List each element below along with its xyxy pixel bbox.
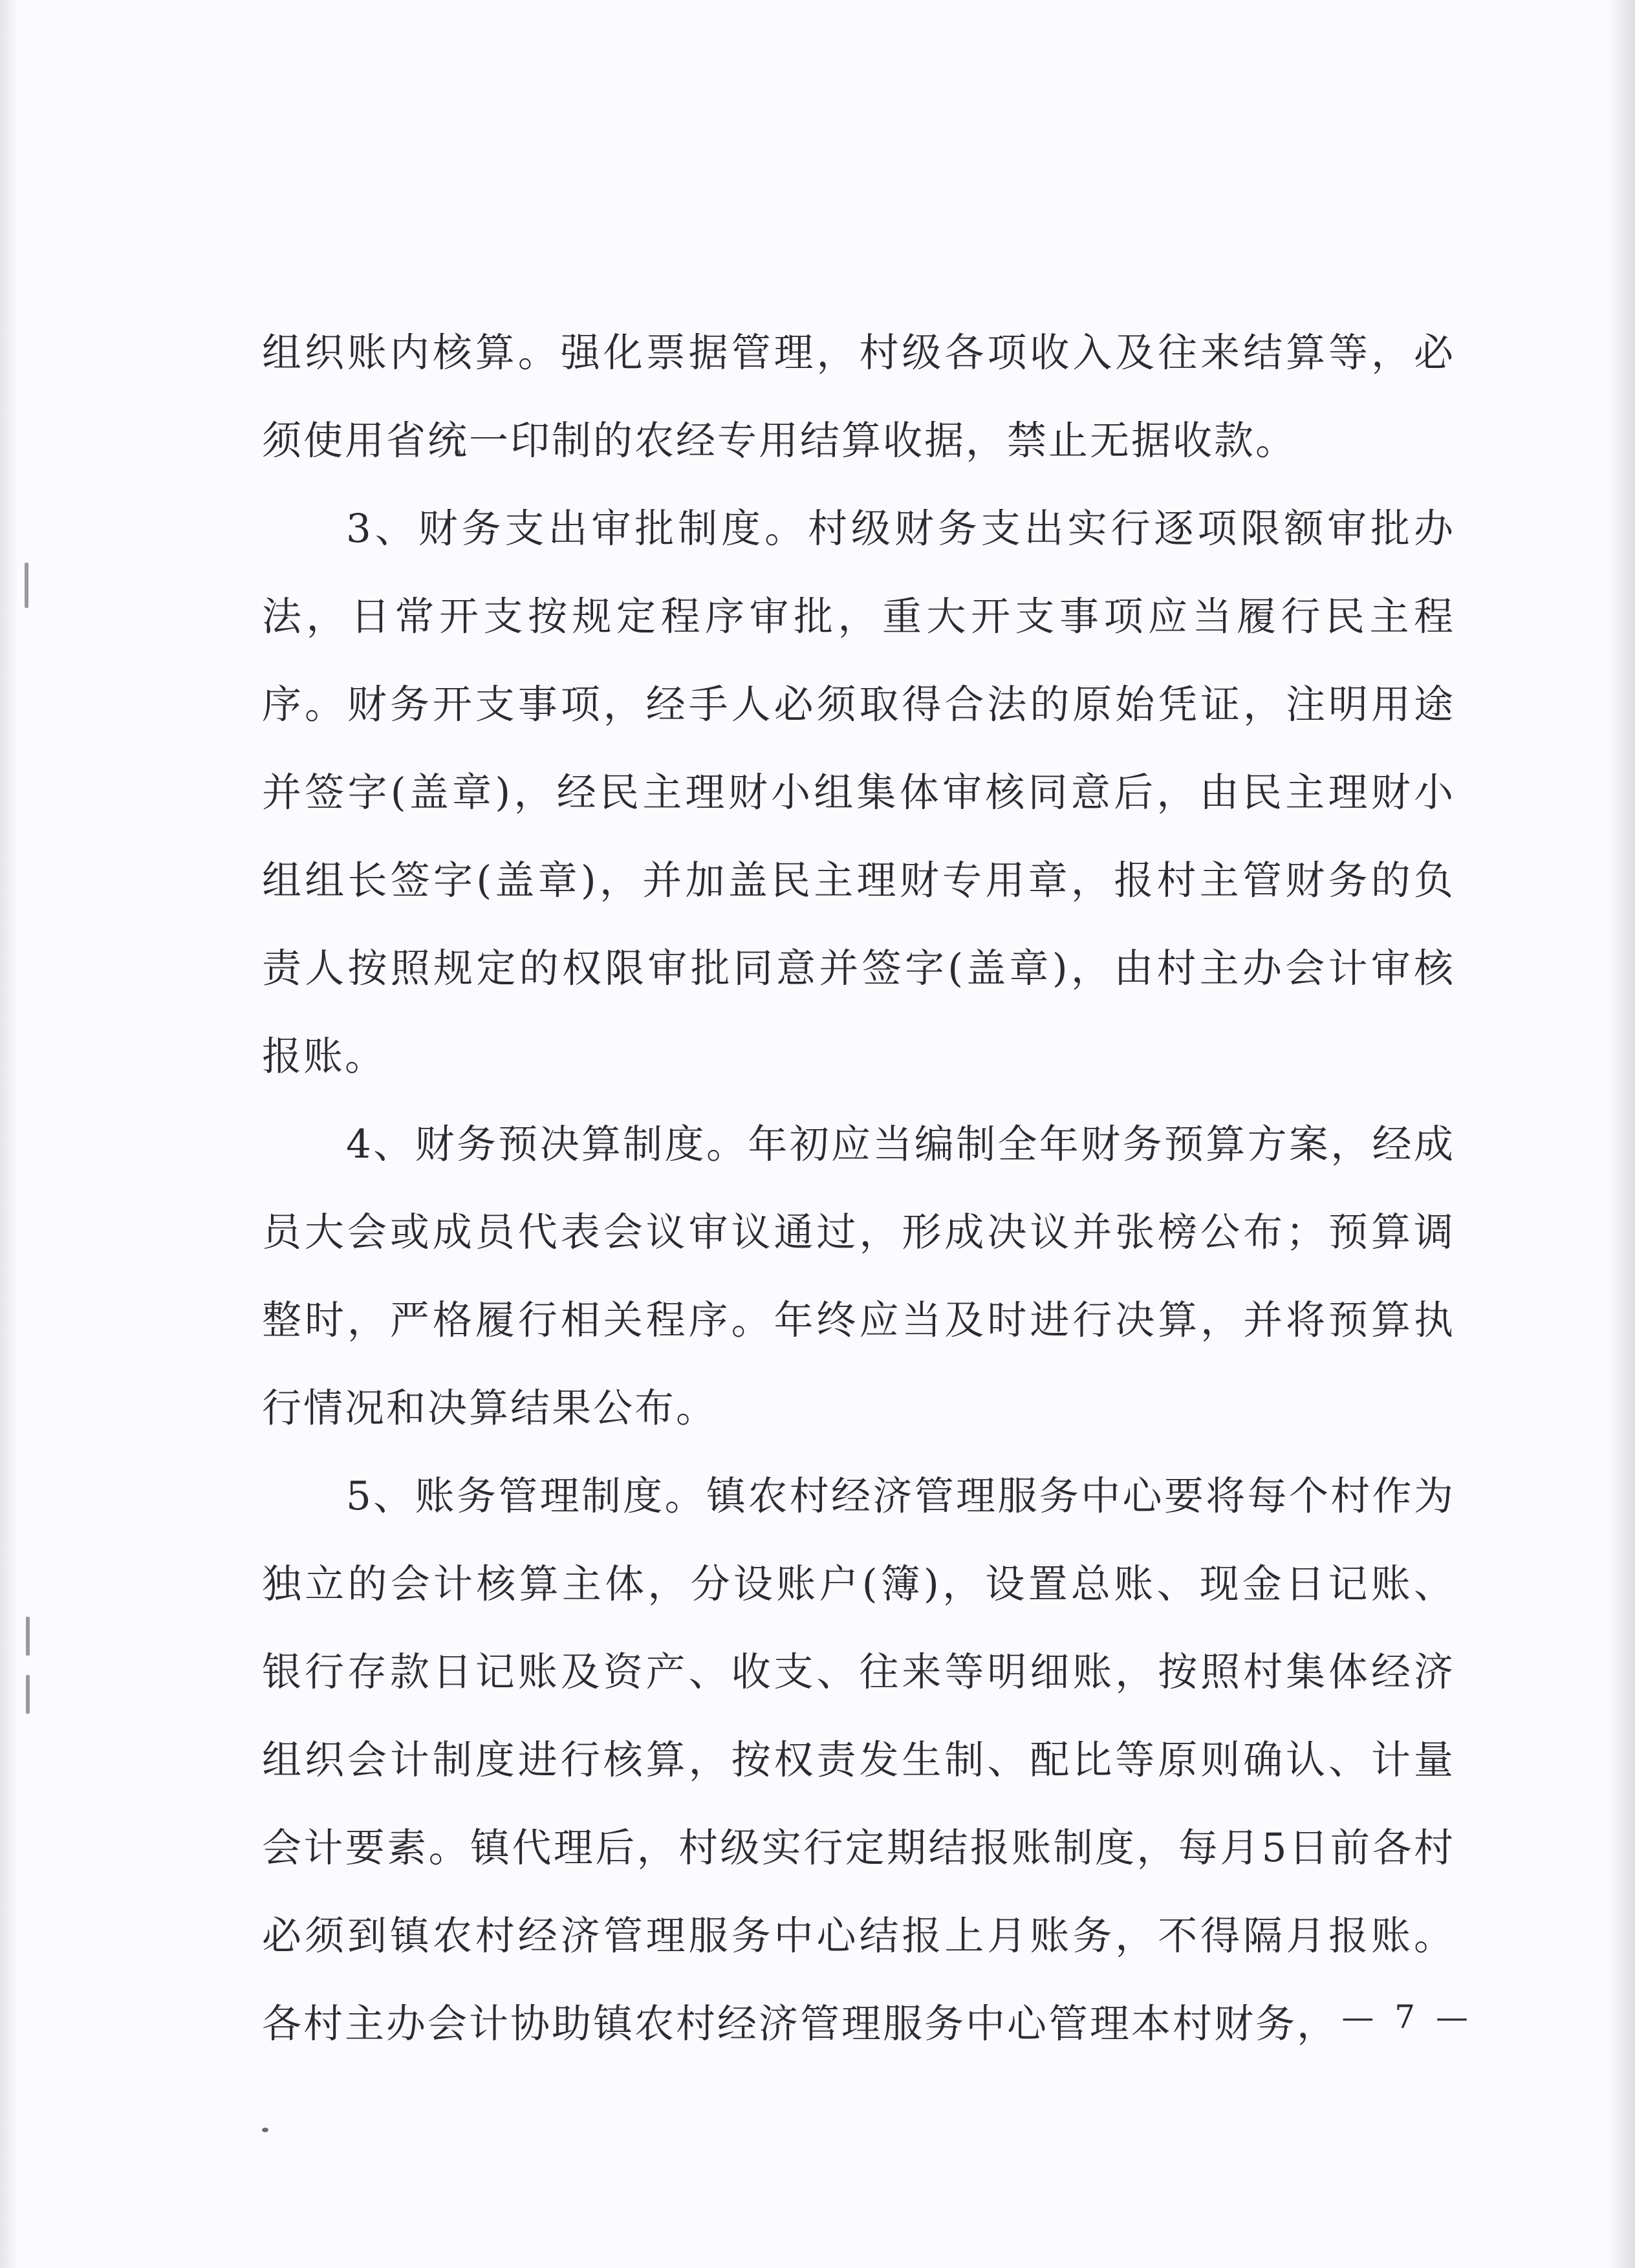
paragraph-1: 组织账内核算。强化票据管理，村级各项收入及往来结算等，必须使用省统一印制的农经专用结算收据，禁止无据收款。 (262, 330, 1455, 464)
document-body (262, 309, 1455, 2068)
staple-mark-bottom-2 (26, 1675, 30, 1714)
paragraph-3: 4、财务预决算制度。年初应当编制全年财务预算方案，经成员大会或成员代表会议审议通过，形成决议并张榜公布；预算调整时，严格履行相关程序。年终应当及时进行决算，并将预算执行情况和决算结果公布。 (262, 1121, 1455, 1431)
page-edge-shadow-left (0, 0, 18, 2268)
staple-mark-top (25, 563, 28, 608)
paragraph-2: 3、财务支出审批制度。村级财务支出实行逐项限额审批办法，日常开支按规定程序审批，重大开支事项应当履行民主程序。财务开支事项，经手人必须取得合法的原始凭证，注明用途并签字(盖章)，经民主理财小组集体审核同意后，由民主理财小组组长签字(盖章)，并加盖民主理财专用章，报村主管财务的负责人按照规定的权限审批同意并签字(盖章)，由村主办会计审核报账。 (262, 506, 1455, 1079)
scan-speck (262, 2128, 268, 2132)
paragraph-4: 5、账务管理制度。镇农村经济管理服务中心要将每个村作为独立的会计核算主体，分设账户(簿)，设置总账、现金日记账、银行存款日记账及资产、收支、往来等明细账，按照村集体经济组织会计制度进行核算，按权责发生制、配比等原则确认、计量会计要素。镇代理后，村级实行定期结报账制度，每月5日前各村必须到镇农村经济管理服务中心结报上月账务，不得隔月报账。各村主办会计协助镇农村经济管理服务中心管理本村财务， (262, 1473, 1455, 2047)
page-number: — 7 — (1341, 1998, 1473, 2036)
staple-mark-bottom-1 (26, 1617, 30, 1656)
page-edge-shadow-right (1609, 0, 1635, 2268)
